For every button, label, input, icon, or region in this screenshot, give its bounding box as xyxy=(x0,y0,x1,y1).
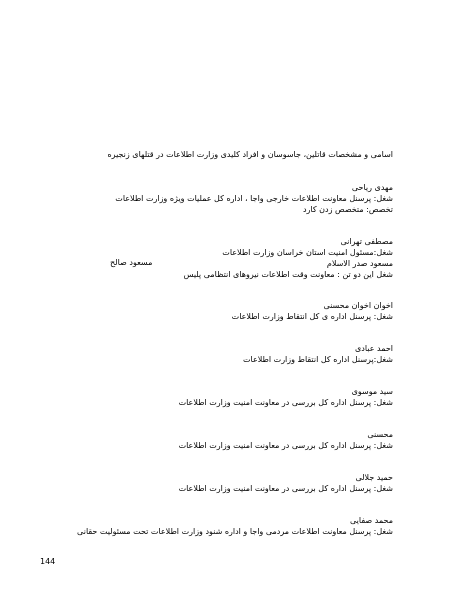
person-name: اخوان اخوان محسنی xyxy=(323,301,393,310)
person-name: حمید جلالی xyxy=(355,473,393,482)
person-entry xyxy=(179,429,393,451)
person-entry xyxy=(184,236,393,280)
intro-heading: اسامی و مشخصات قاتلین، جاسوسان و افراد کلیدی وزارت اطلاعات در قتلهای زنجیره xyxy=(107,150,393,159)
person-detail: شغل: پرسنل اداره ی کل انتقاط وزارت اطلاعات xyxy=(231,312,393,321)
person-detail: شغل:مسئول امنیت استان خراسان وزارت اطلاعات xyxy=(222,248,393,257)
person-entry xyxy=(243,343,393,365)
person-detail: شغل: پرسنل معاونت اطلاعات خارجی واجا ، اداره کل عملیات ویژه وزارت اطلاعات xyxy=(115,194,393,203)
person-name: احمد عبادی xyxy=(355,344,393,353)
person-name: مهدی ریاحی xyxy=(351,183,393,192)
person-entry xyxy=(77,515,393,537)
person-name: محمد صفایی xyxy=(350,516,393,525)
person-entry xyxy=(232,300,393,322)
person-detail: شغل:پرسنل اداره کل انتقاط وزارت اطلاعات xyxy=(243,355,393,364)
person-detail: شغل: پرسنل معاونت اطلاعات مردمی واجا و اداره شنود وزارت اطلاعات تحت مسئولیت حقانی xyxy=(77,527,393,536)
person-name: سید موسوی xyxy=(351,387,393,396)
person-detail: شغل: پرسنل اداره کل بررسی در معاونت امنیت وزارت اطلاعات xyxy=(178,398,393,407)
person-detail: تخصص: متخصص زدن کارد xyxy=(302,205,393,214)
person-detail: شغل این دو تن : معاونت وقت اطلاعات نیروهای انتظامی پلیس xyxy=(183,270,393,279)
person-detail: مسعود صدر الاسلام xyxy=(326,259,393,268)
person-entry xyxy=(115,182,393,215)
person-name: مصطفی تهرانی xyxy=(340,237,393,246)
page-number: 144 xyxy=(40,557,56,566)
person-detail: شغل: پرسنل اداره کل بررسی در معاونت امنیت وزارت اطلاعات xyxy=(178,441,393,450)
person-entry xyxy=(179,386,393,408)
person-name: محسنی xyxy=(367,430,393,439)
person-entry xyxy=(179,472,393,494)
person-detail: شغل: پرسنل اداره کل بررسی در معاونت امنیت وزارت اطلاعات xyxy=(178,484,393,493)
side-note: مسعود صالح xyxy=(110,258,153,267)
